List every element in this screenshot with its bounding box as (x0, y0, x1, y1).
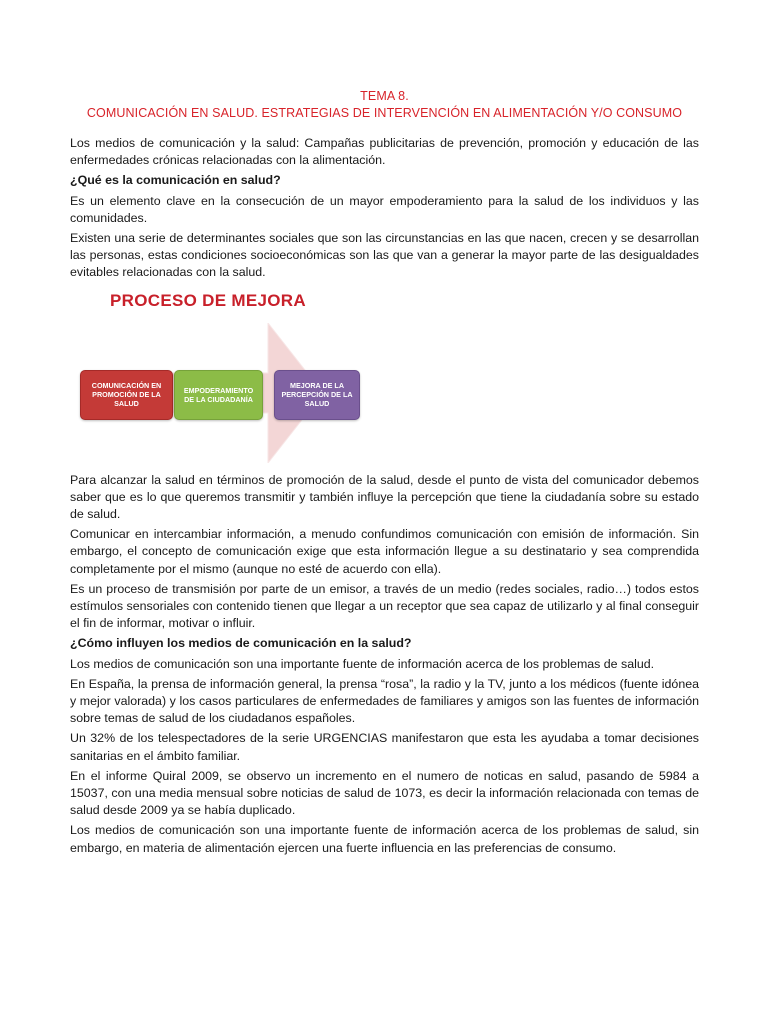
paragraph: Es un proceso de transmisión por parte de un emisor, a través de un medio (redes sociales, radio…) todos estos estímulos sensoriales con contenido tienen que llegar a un receptor que sea capaz de utilizarlo y al final conseguir el fin de informar, motivar o influir. (70, 581, 699, 631)
question-heading-2: ¿Cómo influyen los medios de comunicación en la salud? (70, 636, 412, 651)
box-mejora-percepcion: MEJORA DE LA PERCEPCIÓN DE LA SALUD (274, 370, 360, 420)
box-empoderamiento: EMPODERAMIENTO DE LA CIUDADANÍA (174, 370, 263, 420)
paragraph: Para alcanzar la salud en términos de promoción de la salud, desde el punto de vista del comunicador debemos saber que es lo que queremos transmitir y también influye la percepción que tiene la ciudadanía sobre su estado de salud. (70, 472, 699, 522)
paragraph: En el informe Quiral 2009, se observo un incremento en el numero de noticas en salud, pasando de 5984 a 15037, con una media mensual sobre noticias de salud de 1073, es decir la información relacionada con temas de salud desde 2009 ya se había duplicado. (70, 768, 699, 818)
document-page (70, 88, 699, 860)
box-comunicacion: COMUNICACIÓN EN PROMOCIÓN DE LA SALUD (80, 370, 173, 420)
paragraph: Existen una serie de determinantes sociales que son las circunstancias en las que nacen, crecen y se desarrollan las personas, estas condiciones socioeconómicas son las que van a generar la mayor parte de las desigualdades evitables relacionadas con la salud. (70, 231, 699, 280)
process-diagram (78, 285, 368, 467)
tema-title: COMUNICACIÓN EN SALUD. ESTRATEGIAS DE INTERVENCIÓN EN ALIMENTACIÓN Y/O CONSUMO (86, 106, 683, 120)
paragraph: En España, la prensa de información general, la prensa “rosa”, la radio y la TV, junto a los médicos (fuente idónea y mejor valorada) y los casos particulares de enfermedades de familiares y amigos son las fuentes de información sobre temas de salud de los ciudadanos españoles. (70, 676, 699, 726)
diagram-title: PROCESO DE MEJORA (110, 290, 306, 310)
paragraph: Comunicar en intercambiar información, a menudo confundimos comunicación con emisión de información. Sin embargo, el concepto de comunicación exige que esta información llegue a su destinatario y sea comprendida completamente por el mismo (aunque no esté de acuerdo con ella). (70, 527, 699, 576)
document-heading (70, 88, 699, 122)
paragraph: Es un elemento clave en la consecución de un mayor empoderamiento para la salud de los individuos y las comunidades. (70, 193, 699, 225)
tema-number: TEMA 8. (360, 89, 409, 103)
paragraph: Los medios de comunicación son una importante fuente de información acerca de los problemas de salud, sin embargo, en materia de alimentación ejercen una fuerte influencia en las preferencias de consumo. (70, 823, 699, 855)
paragraph: Un 32% de los telespectadores de la serie URGENCIAS manifestaron que esta les ayudaba a tomar decisiones sanitarias en el ámbito familiar. (70, 731, 699, 763)
question-heading-1: ¿Qué es la comunicación en salud? (70, 173, 281, 188)
paragraph: Los medios de comunicación son una importante fuente de información acerca de los problemas de salud. (70, 656, 655, 671)
intro-paragraph: Los medios de comunicación y la salud: Campañas publicitarias de prevención, promoción y educación de las enfermedades crónicas relacionadas con la alimentación. (70, 136, 699, 168)
